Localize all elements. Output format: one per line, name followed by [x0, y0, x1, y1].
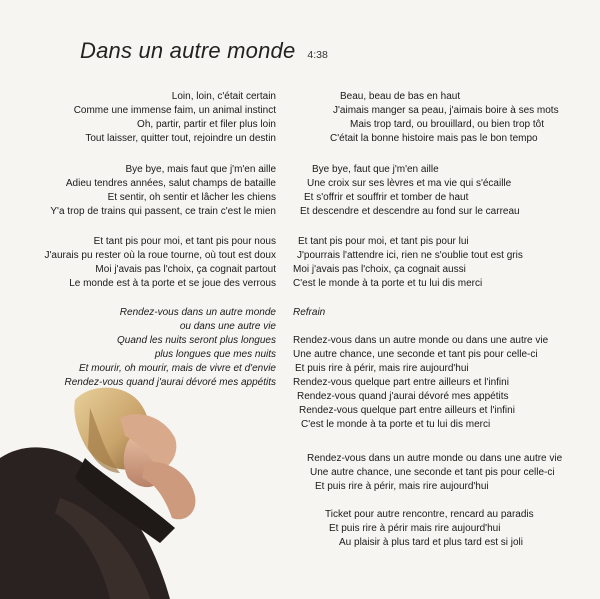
- lyric-line: Rendez-vous quelque part entre ailleurs et l'infini: [299, 405, 515, 416]
- lyric-line: Le monde est à ta porte et se joue des verrous: [69, 278, 276, 289]
- lyric-line: Rendez-vous quelque part entre ailleurs et l'infini: [293, 377, 509, 388]
- lyric-line: Et descendre et descendre au fond sur le carreau: [300, 206, 520, 217]
- lyric-line: Moi j'avais pas l'choix, ça cognait aussi: [293, 264, 466, 275]
- lyric-line: Rendez-vous dans un autre monde ou dans une autre vie: [307, 453, 563, 464]
- lyric-line: Tout laisser, quitter tout, rejoindre un destin: [85, 133, 276, 144]
- right-refrain-label: [293, 306, 325, 320]
- lyric-line: Et puis rire à périr, mais rire aujourd'hui: [295, 363, 469, 374]
- left-stanza-3: [45, 235, 277, 291]
- lyric-line: Et tant pis pour moi, et tant pis pour lui: [298, 236, 469, 247]
- lyric-line: Et sentir, oh sentir et lâcher les chiens: [107, 192, 276, 203]
- lyric-line: J'pourrais l'attendre ici, rien ne s'oublie tout est gris: [297, 250, 523, 261]
- lyric-line: Et mourir, oh mourir, mais de vivre et d'envie: [79, 363, 276, 374]
- lyric-line: Moi j'avais pas l'choix, ça cognait partout: [95, 264, 276, 275]
- right-stanza-5: [307, 452, 562, 494]
- lyric-line: Au plaisir à plus tard et plus tard est si joli: [339, 537, 523, 548]
- lyric-line: Bye bye, mais faut que j'm'en aille: [125, 164, 276, 175]
- lyric-line: C'est le monde à ta porte et tu lui dis merci: [293, 278, 483, 289]
- right-stanza-4: [293, 334, 548, 432]
- lyric-line: Beau, beau de bas en haut: [340, 91, 461, 102]
- lyric-line: Et tant pis pour moi, et tant pis pour nous: [93, 236, 276, 247]
- right-stanza-2: [300, 163, 520, 219]
- lyric-line: J'aurais pu rester où la roue tourne, où tout est doux: [44, 250, 276, 261]
- lyric-line: C'était la bonne histoire mais pas le bon tempo: [330, 133, 538, 144]
- lyric-line: Une autre chance, une seconde et tant pis pour celle-ci: [293, 349, 538, 360]
- lyric-line: Ticket pour autre rencontre, rencard au paradis: [325, 509, 534, 520]
- lyric-line: Rendez-vous quand j'aurai dévoré mes appétits: [297, 391, 509, 402]
- lyric-line: plus longues que mes nuits: [154, 349, 276, 360]
- lyric-line: Oh, partir, partir et filer plus loin: [137, 119, 276, 130]
- lyric-line: ou dans une autre vie: [179, 321, 276, 332]
- right-stanza-1: [330, 90, 559, 146]
- lyric-line: Rendez-vous quand j'aurai dévoré mes appétits: [64, 377, 276, 388]
- lyric-line: Rendez-vous dans un autre monde ou dans une autre vie: [293, 335, 549, 346]
- right-stanza-6: [325, 508, 534, 550]
- right-stanza-3: [293, 235, 523, 291]
- lyric-line: Et puis rire à périr, mais rire aujourd'hui: [315, 481, 489, 492]
- lyric-line: Adieu tendres années, salut champs de bataille: [65, 178, 276, 189]
- lyric-line: Une autre chance, une seconde et tant pis pour celle-ci: [310, 467, 555, 478]
- woman-portrait-photo: [0, 378, 215, 599]
- lyric-line: Et s'offrir et souffrir et tomber de haut: [304, 192, 469, 203]
- lyric-line: Une croix sur ses lèvres et ma vie qui s'écaille: [307, 178, 512, 189]
- lyric-line: Quand les nuits seront plus longues: [117, 335, 276, 346]
- song-header: [80, 38, 328, 64]
- lyric-line: J'aimais manger sa peau, j'aimais boire à ses mots: [333, 105, 559, 116]
- refrain-label: Refrain: [293, 307, 326, 318]
- lyric-line: C'est le monde à ta porte et tu lui dis merci: [301, 419, 491, 430]
- lyric-line: Bye bye, faut que j'm'en aille: [312, 164, 439, 175]
- song-duration: 4:38: [307, 49, 328, 61]
- left-stanza-1: [74, 90, 276, 146]
- lyric-line: Rendez-vous dans un autre monde: [119, 307, 276, 318]
- lyric-line: Mais trop tard, ou brouillard, ou bien trop tôt: [350, 119, 544, 130]
- left-stanza-2: [50, 163, 276, 219]
- lyric-line: Loin, loin, c'était certain: [171, 91, 276, 102]
- song-title: Dans un autre monde: [80, 38, 296, 63]
- lyric-line: Et puis rire à périr mais rire aujourd'hui: [329, 523, 501, 534]
- lyric-line: Y'a trop de trains qui passent, ce train c'est le mien: [50, 206, 276, 217]
- lyric-line: Comme une immense faim, un animal instinct: [73, 105, 276, 116]
